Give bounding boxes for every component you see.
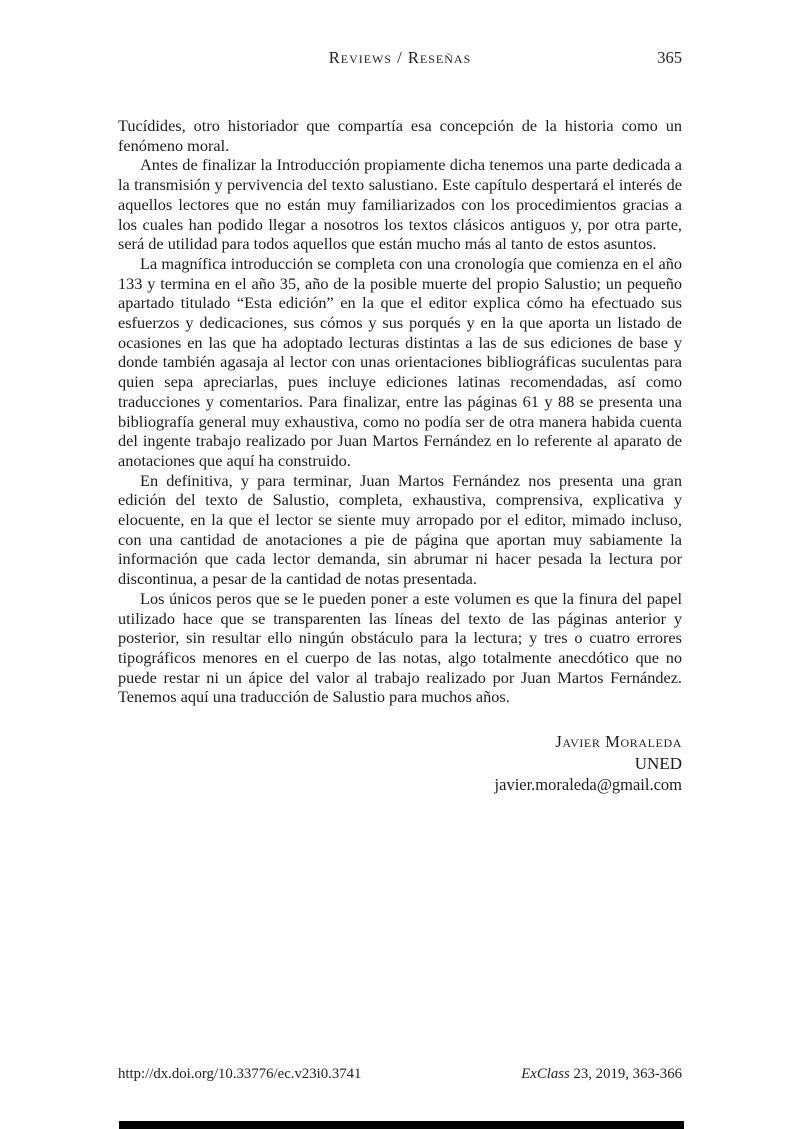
doi-text: http://dx.doi.org/10.33776/ec.v23i0.3741	[118, 1066, 362, 1082]
reviewer-name: Javier Moraleda	[555, 732, 682, 752]
reviewer-institution: UNED	[634, 753, 682, 773]
page-header	[118, 48, 682, 70]
body-paragraph: En definitiva, y para terminar, Juan Martos Fernández nos presenta una gran edición del texto de Salustio, completa, exhaustiva, comprensiva, explicativa y elocuente, en la que el lector se siente muy arropado por el editor, mimado incluso, con una cantidad de anotaciones a pie de página que aportan muy sabiamente la información que cada lector demanda, sin abrumar ni hacer pesada la lectura por discontinua, a pesar de la cantidad de notas presentada.	[118, 470, 682, 589]
body-paragraph: La magnífica introducción se completa con una cronología que comienza en el año 133 y termina en el año 35, año de la posible muerte del propio Salustio; un pequeño apartado titulado “Esta edición” en la que el editor explica cómo ha efectuado sus esfuerzos y dedicaciones, sus cómos y sus porqués y en la que aporta un listado de ocasiones en las que ha adoptado lecturas distintas a las de sus ediciones de base y donde también agasaja al lector con unas orientaciones bibliográficas suculentas para quien sepa apreciarlas, pues incluye ediciones latinas recomendadas, así como traducciones y comentarios. Para finalizar, entre las páginas 61 y 88 se presenta una bibliografía general muy exhaustiva, como no podía ser de otra manera habida cuenta del ingente trabajo realizado por Juan Martos Fernández en lo referente al aparato de anotaciones que aquí ha construido.	[118, 253, 682, 470]
review-body	[118, 116, 682, 707]
page-number: 365	[657, 48, 682, 67]
citation-detail: 23, 2019, 363-366	[569, 1066, 682, 1082]
body-paragraph: Los únicos peros que se le pueden poner a este volumen es que la finura del papel utilizado hace que se transparenten las líneas del texto de las páginas anterior y posterior, sin resultar ello ningún obstáculo para la lectura; y tres o cuatro errores tipográficos menores en el cuerpo de las notas, algo totalmente anecdótico que no puede restar ni un ápice del valor al trabajo realizado por Juan Martos Fernández. Tenemos aquí una traducción de Salustio para muchos años.	[118, 588, 682, 707]
signature-block	[118, 731, 682, 796]
page-footer	[118, 1066, 682, 1083]
journal-name: ExClass	[521, 1066, 570, 1082]
body-paragraph: Tucídides, otro historiador que compartía esa concepción de la historia como un fenómeno moral.	[118, 116, 682, 155]
scan-edge-artifact	[119, 1121, 684, 1129]
journal-citation	[521, 1066, 682, 1083]
body-paragraph: Antes de finalizar la Introducción propiamente dicha tenemos una parte dedicada a la transmisión y pervivencia del texto salustiano. Este capítulo despertará el interés de aquellos lectores que no están muy familiarizados con los procedimientos gracias a los cuales han podido llegar a nosotros los textos clásicos antiguos y, por otra parte, será de utilidad para todos aquellos que están mucho más al tanto de estos asuntos.	[118, 155, 682, 254]
reviewer-email: javier.moraleda@gmail.com	[494, 775, 682, 795]
running-head: Reviews / Reseñas	[328, 48, 472, 67]
